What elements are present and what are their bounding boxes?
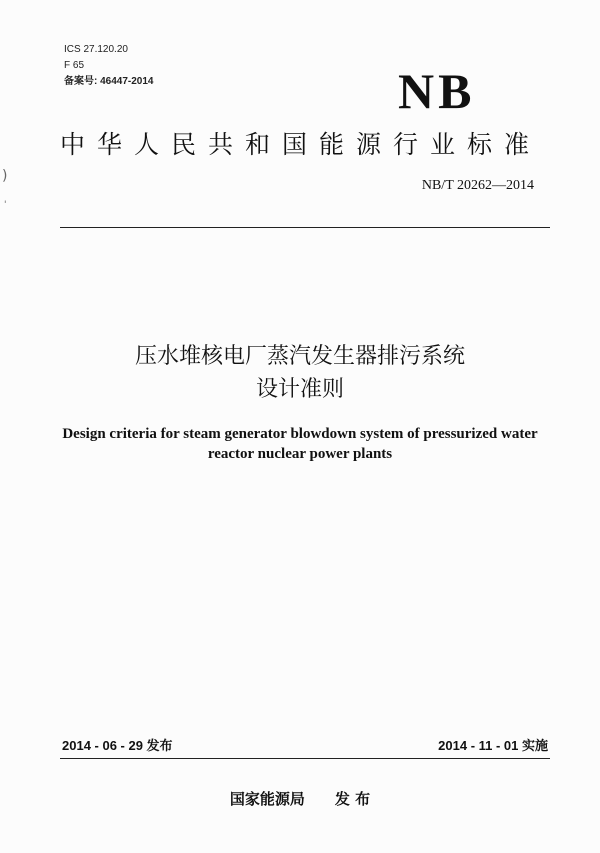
issuer-name: 国家能源局 — [229, 790, 305, 808]
scan-margin-mark: ' — [4, 200, 7, 210]
standard-number: NB/T 20262—2014 — [421, 178, 534, 193]
scan-margin-mark: ) — [2, 168, 8, 184]
class-code: F 65 — [64, 60, 85, 71]
ics-code: ICS 27.120.20 — [64, 44, 128, 55]
title-chinese-line2: 设计准则 — [255, 377, 344, 402]
standard-category-title: 中华人民共和国能源行业标准 — [60, 130, 542, 159]
title-english-line1: Design criteria for steam generator blowdown system of pressurized water — [62, 426, 538, 442]
top-divider — [60, 227, 550, 228]
title-chinese-line1: 压水堆核电厂蒸汽发生器排污系统 — [134, 344, 465, 369]
issuer-action: 发 布 — [334, 790, 371, 808]
classification-block — [64, 42, 154, 90]
implementation-date: 2014 - 11 - 01 实施 — [438, 738, 548, 753]
nb-logo: NB — [398, 63, 476, 119]
bottom-divider — [60, 758, 550, 759]
issuer-line — [0, 788, 600, 809]
title-english-line2: reactor nuclear power plants — [207, 446, 393, 462]
filing-number: 备案号: 46447-2014 — [64, 76, 154, 87]
issue-date: 2014 - 06 - 29 发布 — [62, 738, 173, 753]
